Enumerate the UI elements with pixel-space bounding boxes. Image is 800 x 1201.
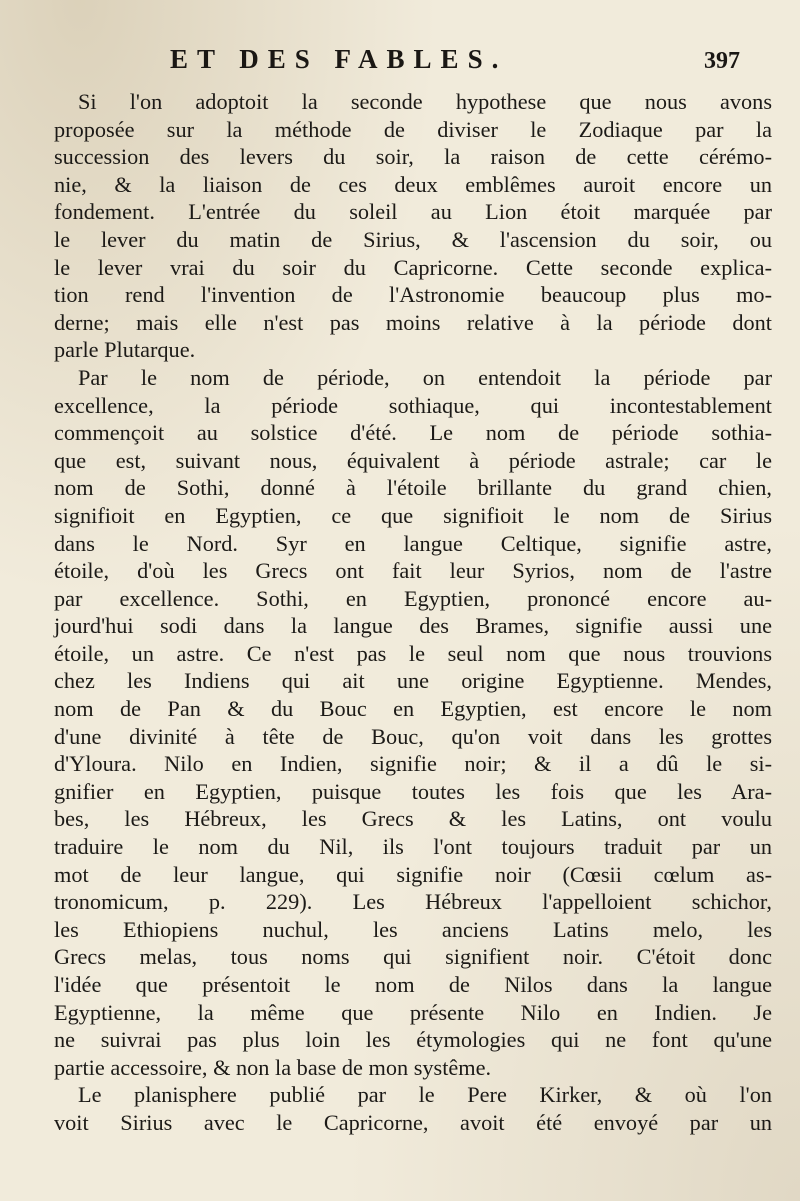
text-line: nie, & la liaison de ces deux emblêmes auroit encore un [54,171,772,197]
text-line: étoile, d'où les Grecs ont fait leur Syrios, nom de l'astre [54,558,772,584]
text-line: signifioit en Egyptien, ce que signifioit le nom de Sirius [54,502,772,528]
text-line: traduire le nom du Nil, ils l'ont toujours traduit par un [54,834,772,860]
text-line: succession des levers du soir, la raison de cette cérémo- [54,144,772,170]
text-line: l'idée que présentoit le nom de Nilos dans la langue [54,972,772,997]
text-line: étoile, un astre. Ce n'est pas le seul nom que nous trouvions [54,640,772,666]
text-line: ne suivrai pas plus loin les étymologies qui ne font qu'une [54,1027,772,1053]
text-line: le lever du matin de Sirius, & l'ascension du soir, ou [54,226,772,252]
text-line: proposée sur la méthode de diviser le Zodiaque par la [54,116,772,142]
text-line: nom de Pan & du Bouc en Egyptien, est encore le nom [54,696,772,722]
text-line: commençoit au solstice d'été. Le nom de période sothia- [54,420,772,446]
text-line: Par le nom de période, on entendoit la période par [78,364,772,390]
text-line: bes, les Hébreux, les Grecs & les Latins, ont voulu [54,806,772,832]
text-line: voit Sirius avec le Capricorne, avoit été envoyé par un [54,1109,772,1135]
text-line: derne; mais elle n'est pas moins relative à la période dont [54,309,772,335]
text-line: chez les Indiens qui ait une origine Egyptienne. Mendes, [54,668,772,694]
text-line: d'une divinité à tête de Bouc, qu'on voit dans les grottes [54,723,772,749]
text-line: Si l'on adoptoit la seconde hypothese que nous avons [78,89,772,114]
text-line: nom de Sothi, donné à l'étoile brillante du grand chien, [54,475,772,501]
body-text [54,88,772,1137]
text-line: parle Plutarque. [54,337,196,363]
text-line: Grecs melas, tous noms qui signifient noir. C'étoit donc [54,944,772,970]
page-number: 397 [704,48,740,74]
text-line: tronomicum, p. 229). Les Hébreux l'appelloient schichor, [54,889,772,915]
text-line: partie accessoire, & non la base de mon systême. [54,1054,492,1080]
text-line: Egyptienne, la même que présente Nilo en Indien. Je [54,999,772,1025]
text-line: par excellence. Sothi, en Egyptien, prononcé encore au- [54,585,772,611]
text-line: Le planisphere publié par le Pere Kirker, & où l'on [78,1082,772,1108]
text-line: d'Yloura. Nilo en Indien, signifie noir; & il a dû le si- [54,751,772,777]
running-title: ET DES FABLES. [170,44,508,74]
text-line: tion rend l'invention de l'Astronomie beaucoup plus mo- [54,282,772,308]
page-header [170,44,740,84]
text-line: gnifier en Egyptien, puisque toutes les fois que les Ara- [54,778,772,804]
text-line: mot de leur langue, qui signifie noir (Cœsii cœlum as- [54,861,772,887]
text-line: dans le Nord. Syr en langue Celtique, signifie astre, [54,530,772,556]
text-line: excellence, la période sothiaque, qui incontestablement [54,392,772,418]
text-line: le lever vrai du soir du Capricorne. Cette seconde explica- [54,254,772,280]
text-line: jourd'hui sodi dans la langue des Brames, signifie aussi une [54,613,772,639]
text-line: fondement. L'entrée du soleil au Lion étoit marquée par [54,199,772,225]
text-line: les Ethiopiens nuchul, les anciens Latins melo, les [54,916,772,942]
text-line: que est, suivant nous, équivalent à période astrale; car le [54,447,772,473]
